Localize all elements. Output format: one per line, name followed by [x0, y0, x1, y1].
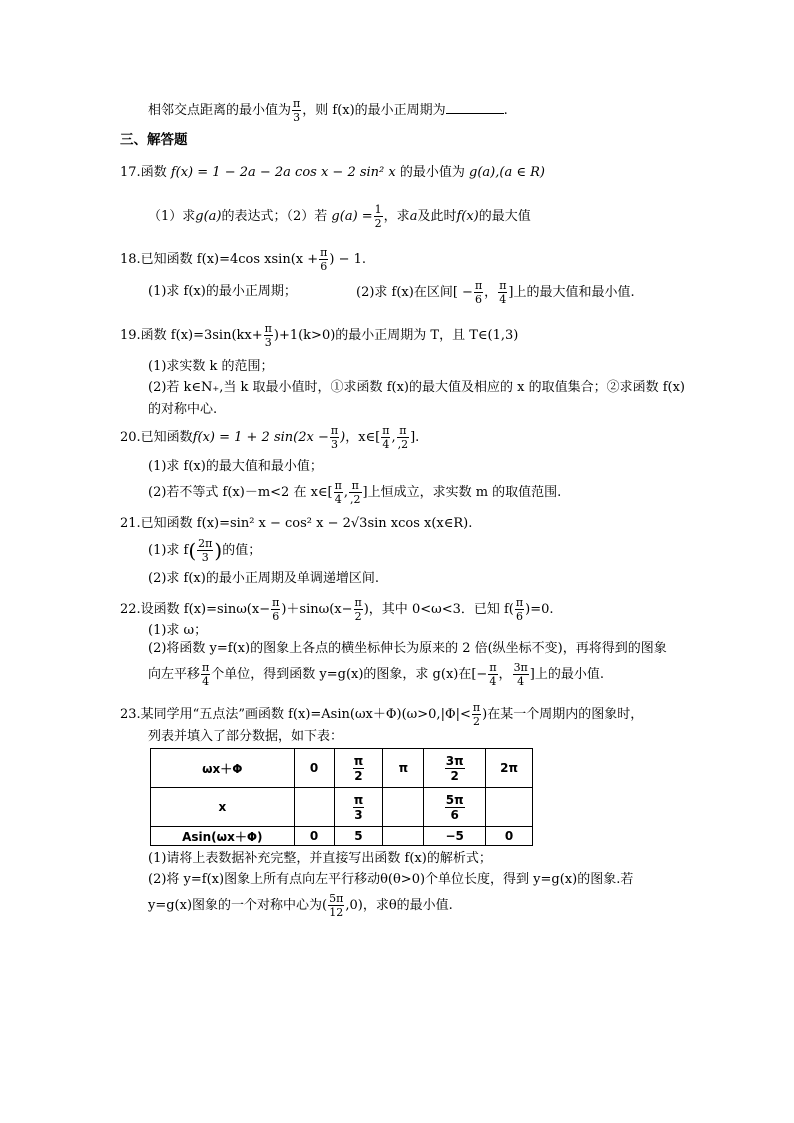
question-18-stem — [120, 247, 366, 272]
fraction — [488, 662, 497, 687]
question-20-stem — [120, 425, 419, 450]
row-header: x — [151, 788, 295, 827]
frac-num: π — [499, 279, 507, 292]
question-19-part1: (1)求实数 k 的范围； — [148, 359, 274, 374]
table-cell — [424, 749, 486, 788]
formula: f(x) = 1 − 2a − 2a cos x − 2 sin² x — [170, 165, 396, 180]
text: ,0)，求θ的最小值. — [345, 898, 453, 913]
fraction — [498, 280, 507, 305]
frac-den: 12 — [329, 906, 344, 919]
fraction — [397, 425, 410, 450]
fraction — [381, 425, 390, 450]
frac-num: π — [202, 661, 210, 674]
frac-den: 2 — [473, 715, 480, 728]
text: )＋sinω(x− — [281, 602, 353, 617]
text: 相邻交点距离的最小值为 — [148, 103, 292, 118]
fraction — [271, 597, 280, 622]
frac-num: 3π — [513, 661, 528, 674]
question-number: 17. — [120, 165, 141, 180]
fraction — [515, 597, 524, 622]
frac-den: ,2 — [350, 493, 361, 506]
table-row — [151, 749, 533, 788]
text: ]. — [410, 430, 420, 445]
fraction — [264, 323, 273, 348]
fraction — [353, 755, 365, 782]
frac-den: 6 — [475, 293, 483, 306]
fraction — [513, 662, 529, 687]
table-cell — [334, 788, 383, 827]
text: 20.已知函数 — [120, 430, 193, 445]
fraction — [354, 597, 363, 622]
question-17-parts — [148, 204, 531, 229]
frac-den: 6 — [450, 807, 459, 822]
table-cell-empty[interactable] — [294, 788, 334, 827]
frac-num: π — [354, 596, 362, 609]
text: ，求 — [383, 209, 410, 224]
text: )=0. — [525, 602, 554, 617]
frac-num: π — [397, 425, 410, 438]
question-22-part2-cont — [148, 662, 604, 687]
text: 18.已知函数 f(x)=4cos xsin(x + — [120, 252, 319, 267]
frac-num: π — [334, 479, 342, 492]
frac-num: π — [353, 753, 364, 768]
table-cell: 5 — [334, 827, 383, 846]
question-21-stem: 21.已知函数 f(x)=sin² x − cos² x − 2√3sin xcos x(x∈R). — [120, 516, 473, 531]
text: , — [391, 430, 396, 445]
question-19-part2: (2)若 k∈N₊,当 k 取最小值时，①求函数 f(x)的最大值及相应的 x 的取值集合；②求函数 f(x) — [148, 380, 685, 395]
text: (1)求 f — [148, 543, 189, 558]
text: (2)求 f(x)在区间[ − — [356, 285, 473, 300]
text: 22.设函数 f(x)=sinω(x− — [120, 602, 271, 617]
frac-den: 3 — [354, 807, 363, 822]
formula: g(a) — [195, 209, 222, 224]
frac-den: 6 — [516, 610, 523, 623]
text: ， — [498, 667, 512, 682]
frac-num: π — [349, 480, 362, 493]
table-cell: 0 — [294, 749, 334, 788]
row-header: Asin(ωx＋Φ) — [151, 827, 295, 846]
text: , — [343, 485, 348, 500]
text: 及此时 — [417, 209, 457, 224]
question-21-part1 — [148, 538, 261, 563]
formula: g(a),(a ∈ R) — [469, 165, 545, 180]
five-point-table — [150, 748, 533, 846]
frac-num: π — [293, 97, 301, 110]
frac-num: π — [382, 424, 390, 437]
text: 19.函数 f(x)=3sin(kx+ — [120, 328, 263, 343]
answer-blank[interactable] — [446, 102, 504, 114]
frac-num: π — [264, 322, 272, 335]
text: ]上的最大值和最小值. — [508, 285, 635, 300]
question-17-stem — [120, 166, 545, 179]
frac-den: 2 — [354, 610, 362, 623]
table-cell-empty[interactable] — [383, 827, 424, 846]
frac-num: π — [472, 701, 481, 714]
paren-left: ( — [188, 538, 197, 563]
frac-den: 4 — [202, 675, 210, 688]
question-23-stem — [120, 702, 643, 727]
fraction — [474, 280, 483, 305]
fraction — [319, 247, 328, 272]
frac-den: 4 — [382, 438, 390, 451]
text: . — [503, 103, 508, 118]
text: )，其中 0<ω<3．已知 f( — [363, 602, 514, 617]
frac-den: 3 — [293, 111, 301, 124]
question-22-stem — [120, 597, 554, 622]
formula: ) — [340, 430, 346, 445]
frac-num: 3π — [445, 753, 464, 768]
question-23-part2: (2)将 y=f(x)图象上所有点向左平行移动θ(θ>0)个单位长度，得到 y=g(x)的图象.若 — [148, 872, 634, 887]
text: ，x∈[ — [345, 430, 381, 445]
text: ，则 f(x)的最小正周期为 — [302, 103, 446, 118]
fraction — [349, 480, 362, 505]
formula: f(x) — [456, 209, 479, 224]
text: （1）求 — [148, 209, 196, 224]
table-cell: 0 — [294, 827, 334, 846]
question-19-part2-cont: 的对称中心. — [148, 402, 218, 417]
frac-den: 4 — [489, 675, 497, 688]
formula: g(a) = — [331, 209, 373, 224]
frac-num: π — [474, 279, 483, 292]
text: ]上的最小值. — [529, 667, 605, 682]
fraction — [197, 538, 213, 563]
fraction — [445, 755, 465, 782]
fraction — [201, 662, 210, 687]
text: ， — [484, 285, 498, 300]
frac-num: π — [489, 661, 497, 674]
formula: f(x) = 1 + 2 sin(2x − — [192, 430, 329, 445]
question-18-part1: (1)求 f(x)的最小正周期； — [148, 284, 297, 299]
text: )在某一个周期内的图象时， — [482, 707, 644, 722]
frac-num: π — [515, 596, 524, 609]
frac-den: 6 — [320, 260, 328, 273]
table-cell-empty[interactable] — [383, 788, 424, 827]
text: )+1(k>0)的最小正周期为 T，且 T∈(1,3) — [273, 328, 519, 343]
table-row — [151, 827, 533, 846]
paren-right: ) — [214, 538, 223, 563]
table-cell — [424, 788, 486, 827]
question-20-part2 — [148, 480, 561, 505]
frac-den: 4 — [334, 493, 342, 506]
question-22-part2: (2)将函数 y=f(x)的图象上各点的横坐标伸长为原来的 2 倍(纵坐标不变)，再将得到的图象 — [148, 641, 667, 656]
question-23-part2-cont — [148, 893, 453, 918]
frac-num: π — [353, 792, 364, 807]
text: 向左平移 — [148, 667, 201, 682]
frac-num: 1 — [374, 203, 382, 216]
frac-den: 2 — [450, 768, 459, 783]
text: 函数 — [140, 165, 167, 180]
frac-den: 2 — [374, 217, 382, 230]
text: ]上恒成立，求实数 m 的取值范围. — [362, 485, 562, 500]
table-cell: 0 — [486, 827, 533, 846]
formula: a — [409, 209, 418, 224]
frac-den: ,2 — [397, 438, 409, 451]
frac-num: 5π — [329, 892, 344, 905]
frac-den: 3 — [201, 551, 209, 564]
question-18-part2 — [356, 280, 635, 305]
fraction — [292, 98, 301, 123]
fraction — [472, 702, 481, 727]
text: 的最大值 — [478, 209, 531, 224]
fraction — [445, 794, 465, 821]
section-title: 三、解答题 — [120, 132, 188, 148]
frac-den: 2 — [354, 768, 363, 783]
fraction — [353, 794, 365, 821]
question-20-part1: (1)求 f(x)的最大值和最小值； — [148, 459, 323, 474]
frac-num: π — [272, 596, 280, 609]
text: y=g(x)图象的一个对称中心为( — [148, 898, 328, 913]
fraction — [328, 893, 344, 918]
frac-den: 3 — [264, 336, 272, 349]
fraction — [334, 480, 343, 505]
question-21-part2: (2)求 f(x)的最小正周期及单调递增区间. — [148, 571, 379, 586]
table-cell: π — [383, 749, 424, 788]
question-19-stem — [120, 323, 518, 348]
text: 的最小值为 — [399, 165, 465, 180]
frac-den: 4 — [517, 675, 525, 688]
table-cell: −5 — [424, 827, 486, 846]
frac-num: π — [330, 424, 339, 437]
text: 23.某同学用“五点法”画函数 f(x)=Asin(ωx＋Φ)(ω>0,|Φ|< — [120, 707, 471, 722]
question-22-part1: (1)求 ω； — [148, 623, 208, 638]
text: 个单位，得到函数 y=g(x)的图象，求 g(x)在[− — [211, 667, 488, 682]
frac-num: 2π — [198, 537, 213, 550]
frac-den: 3 — [330, 438, 338, 451]
table-cell — [334, 749, 383, 788]
text: 的值； — [222, 543, 262, 558]
text: ) − 1. — [329, 252, 367, 267]
question-23-stem-cont: 列表并填入了部分数据，如下表： — [148, 729, 344, 744]
question-23-part1: (1)请将上表数据补充完整，并直接写出函数 f(x)的解析式； — [148, 851, 492, 866]
frac-den: 4 — [499, 293, 507, 306]
frac-num: 5π — [445, 792, 464, 807]
fraction — [330, 425, 339, 450]
row-header: ωx＋Φ — [151, 749, 295, 788]
frac-den: 6 — [272, 610, 280, 623]
table-cell-empty[interactable] — [486, 788, 533, 827]
fraction — [374, 204, 383, 229]
table-cell: 2π — [486, 749, 533, 788]
previous-question-tail — [148, 98, 508, 123]
frac-num: π — [320, 246, 328, 259]
text: 的表达式；（2）若 — [221, 209, 328, 224]
text: (2)若不等式 f(x)－m<2 在 x∈[ — [148, 485, 333, 500]
table-row — [151, 788, 533, 827]
